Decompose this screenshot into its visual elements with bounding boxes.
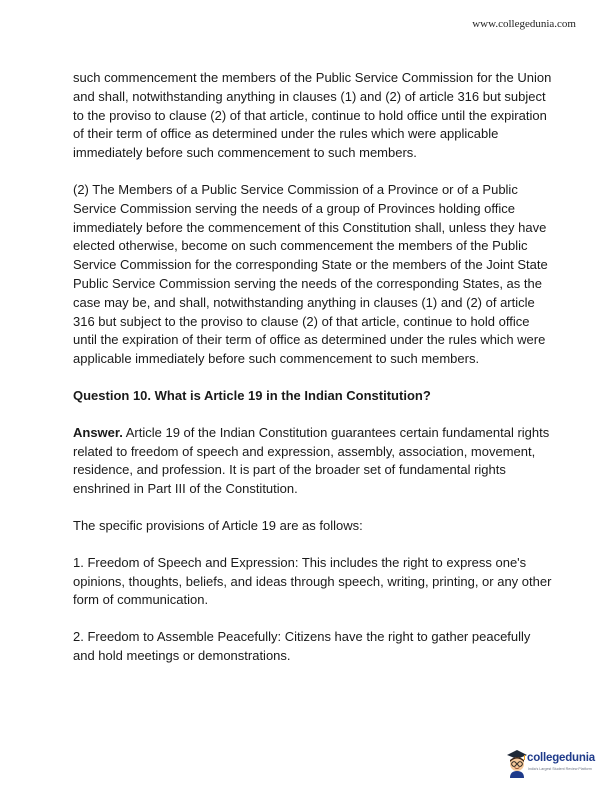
provisions-intro: The specific provisions of Article 19 are as follows:: [73, 517, 363, 533]
document-body: [73, 69, 553, 684]
collegedunia-logo: [505, 748, 605, 780]
paragraph-commission-province: (2) The Members of a Public Service Commission of a Province or of a Public Service Commission serving the needs of a group of Provinces holding office immediately before the commencement of this Constitution shall, unless they have elected otherwise, become on such commencement the members of the Public Service Commission for the corresponding State or the members of the Joint State Public Service Commission serving the needs of the corresponding States, as the case may be, and shall, notwithstanding anything in clauses (1) and (2) of article 316 but subject to the proviso to clause (2) of that article, continue to hold office until the expiration of their term of office as determined under the rules which were applicable immediately before such commencement to such members.: [73, 181, 548, 367]
list-item-speech: 1. Freedom of Speech and Expression: This includes the right to express one's opinions, thoughts, beliefs, and ideas through speech, writing, printing, or any other form of communication.: [73, 554, 552, 608]
list-item-assembly: 2. Freedom to Assemble Peacefully: Citizens have the right to gather peacefully and hold meetings or demonstrations.: [73, 629, 531, 663]
answer-label: Answer.: [73, 424, 123, 440]
logo-wordmark: collegedunia: [527, 752, 595, 764]
answer-paragraph: [73, 424, 553, 499]
paragraph-commission-union: such commencement the members of the Public Service Commission for the Union and shall, notwithstanding anything in clauses (1) and (2) of article 316 but subject to the proviso to clause (2) of that article, continue to hold office until the expiration of their term of office as determined under the rules which were applicable immediately before such commencement to such members.: [73, 70, 552, 161]
header-url: www.collegedunia.com: [472, 18, 576, 30]
answer-text: Article 19 of the Indian Constitution guarantees certain fundamental rights related to freedom of speech and expression, assembly, association, movement, residence, and profession. It is part of the broader set of fundamental rights enshrined in Part III of the Constitution.: [73, 424, 550, 497]
question-heading: Question 10. What is Article 19 in the Indian Constitution?: [73, 387, 431, 403]
logo-tagline: India's Largest Student Review Platform: [528, 767, 592, 771]
mascot-icon: [505, 748, 529, 778]
